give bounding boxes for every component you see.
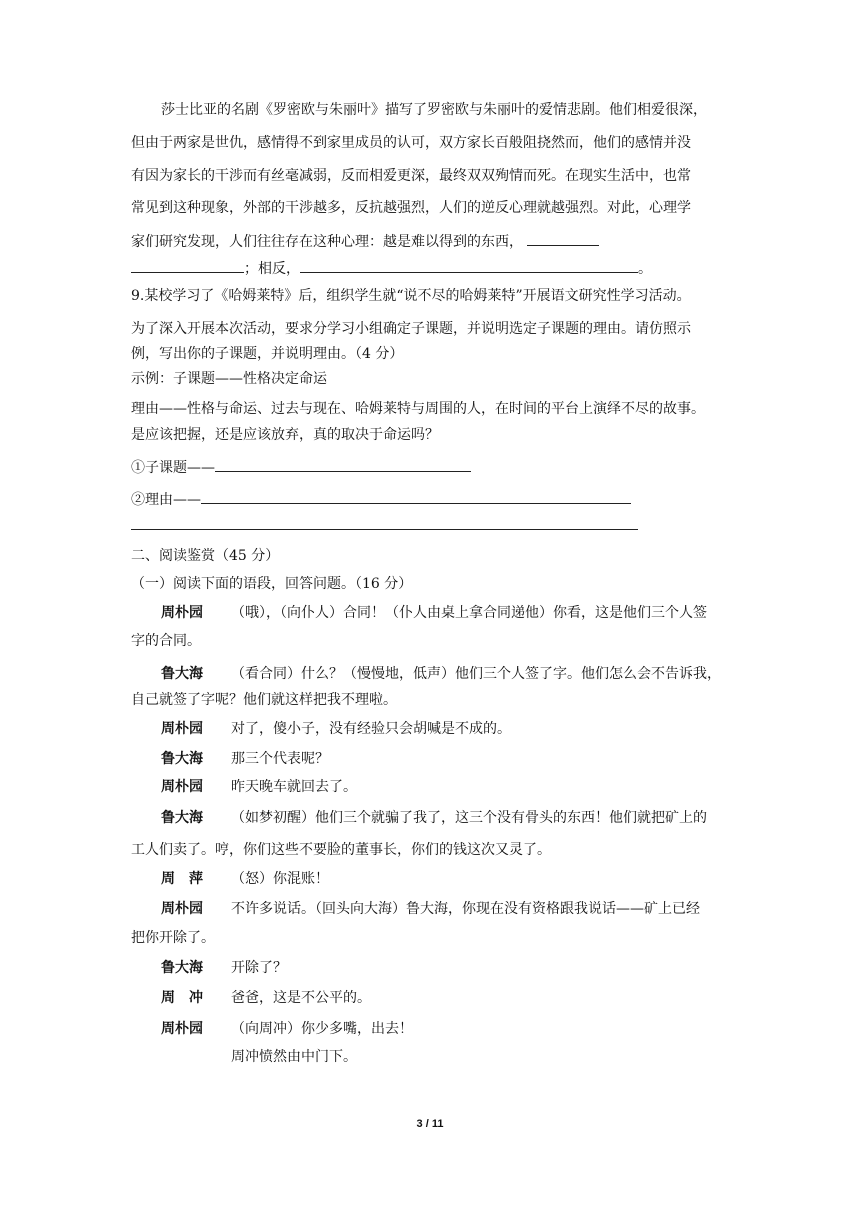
section-2-title: 二、阅读鉴赏（45 分） — [131, 548, 280, 564]
intro-line-6-end: 。 — [638, 261, 652, 277]
speaker-name: 周朴园 — [161, 1021, 203, 1037]
dialogue-continuation: 工人们卖了。哼，你们这些不要脸的董事长，你们的钱这次又灵了。 — [131, 842, 551, 858]
dialogue-line — [161, 749, 329, 769]
dialogue-text: 对了，傻小子，没有经验只会胡喊是不成的。 — [231, 721, 511, 737]
intro-line-1: 莎士比亚的名剧《罗密欧与朱丽叶》描写了罗密欧与朱丽叶的爱情悲剧。他们相爱很深， — [161, 102, 707, 118]
dialogue-text: （哦），（向仆人）合同！（仆人由桌上拿合同递他）你看，这是他们三个人签 — [231, 605, 707, 621]
page-number: 3 / 11 — [416, 1118, 444, 1130]
dialogue-text: 昨天晚车就回去了。 — [231, 779, 357, 795]
intro-line-6 — [131, 258, 652, 279]
dialogue-text: 那三个代表呢？ — [231, 751, 329, 767]
intro-line-5 — [131, 231, 599, 252]
dialogue-continuation: 自己就签了字呢？他们就这样把我不理啦。 — [131, 692, 397, 708]
q9-answer-reason-label: ②理由—— — [131, 492, 201, 508]
section-2-subtitle: （一）阅读下面的语段，回答问题。（16 分） — [131, 576, 413, 592]
dialogue-line — [161, 1019, 413, 1039]
answer-blank-3[interactable] — [300, 258, 638, 273]
dialogue-line — [161, 869, 329, 889]
q9-line-1: 9.某校学习了《哈姆莱特》后，组织学生就“说不尽的哈姆莱特”开展语文研究性学习活动。 — [131, 288, 691, 304]
dialogue-line — [161, 664, 721, 684]
dialogue-text: 爸爸，这是不公平的。 — [231, 990, 371, 1006]
dialogue-text: 不许多说话。（回头向大海）鲁大海，你现在没有资格跟我说话——矿上已经 — [231, 901, 700, 917]
q9-line-2: 为了深入开展本次活动，要求分学习小组确定子课题，并说明选定子课题的理由。请仿照示 — [131, 321, 691, 337]
dialogue-continuation: 把你开除了。 — [131, 930, 215, 946]
speaker-name: 鲁大海 — [161, 810, 203, 826]
dialogue-text: （如梦初醒）他们三个就骗了我了，这三个没有骨头的东西！他们就把矿上的 — [231, 810, 707, 826]
answer-blank-1[interactable] — [527, 231, 599, 246]
speaker-name: 周 冲 — [161, 990, 203, 1006]
intro-line-4: 常见到这种现象，外部的干涉越多，反抗越强烈，人们的逆反心理就越强烈。对此，心理学 — [131, 200, 691, 216]
dialogue-continuation: 字的合同。 — [131, 633, 201, 649]
reason-blank-2[interactable] — [131, 515, 638, 530]
q9-answer-subtopic-label: ①子课题—— — [131, 460, 215, 476]
speaker-name: 周 萍 — [161, 871, 203, 887]
q9-answer-reason-line-2 — [131, 515, 638, 536]
intro-line-3: 有因为家长的干涉而有丝毫减弱，反而相爱更深，最终双双殉情而死。在现实生活中，也常 — [131, 168, 691, 184]
q9-answer-subtopic — [131, 457, 471, 478]
dialogue-text: 开除了？ — [231, 960, 287, 976]
reason-blank-1[interactable] — [201, 489, 631, 504]
speaker-name: 鲁大海 — [161, 960, 203, 976]
dialogue-line — [161, 777, 357, 797]
subtopic-blank[interactable] — [215, 457, 471, 472]
speaker-name: 周朴园 — [161, 901, 203, 917]
intro-line-5-text: 家们研究发现，人们往往存在这种心理：越是难以得到的东西， — [131, 234, 523, 250]
stage-direction: 周冲愤然由中门下。 — [231, 1049, 357, 1065]
dialogue-text: （向周冲）你少多嘴，出去！ — [231, 1021, 413, 1037]
dialogue-line — [161, 958, 287, 978]
intro-line-6-mid: ；相反， — [244, 261, 300, 277]
speaker-name: 周朴园 — [161, 779, 203, 795]
dialogue-line — [161, 719, 511, 739]
dialogue-text: （看合同）什么？（慢慢地，低声）他们三个人签了字。他们怎么会不告诉我， — [231, 666, 721, 682]
speaker-name: 周朴园 — [161, 721, 203, 737]
dialogue-line — [161, 808, 707, 828]
dialogue-line — [161, 988, 371, 1008]
q9-example-title: 示例：子课题——性格决定命运 — [131, 371, 327, 387]
speaker-name: 鲁大海 — [161, 666, 203, 682]
q9-example-reason-1: 理由——性格与命运、过去与现在、哈姆莱特与周围的人，在时间的平台上演绎不尽的故事。 — [131, 401, 705, 417]
intro-line-2: 但由于两家是世仇，感情得不到家里成员的认可，双方家长百般阻挠然而，他们的感情并没 — [131, 135, 691, 151]
dialogue-text: （怒）你混账！ — [231, 871, 329, 887]
answer-blank-2[interactable] — [131, 258, 244, 273]
speaker-name: 周朴园 — [161, 605, 203, 621]
q9-example-reason-2: 是应该把握，还是应该放弃，真的取决于命运吗？ — [131, 427, 439, 443]
dialogue-line — [161, 899, 700, 919]
speaker-name: 鲁大海 — [161, 751, 203, 767]
q9-line-3: 例，写出你的子课题，并说明理由。（4 分） — [131, 346, 404, 362]
dialogue-line — [161, 603, 707, 623]
q9-answer-reason — [131, 489, 631, 510]
